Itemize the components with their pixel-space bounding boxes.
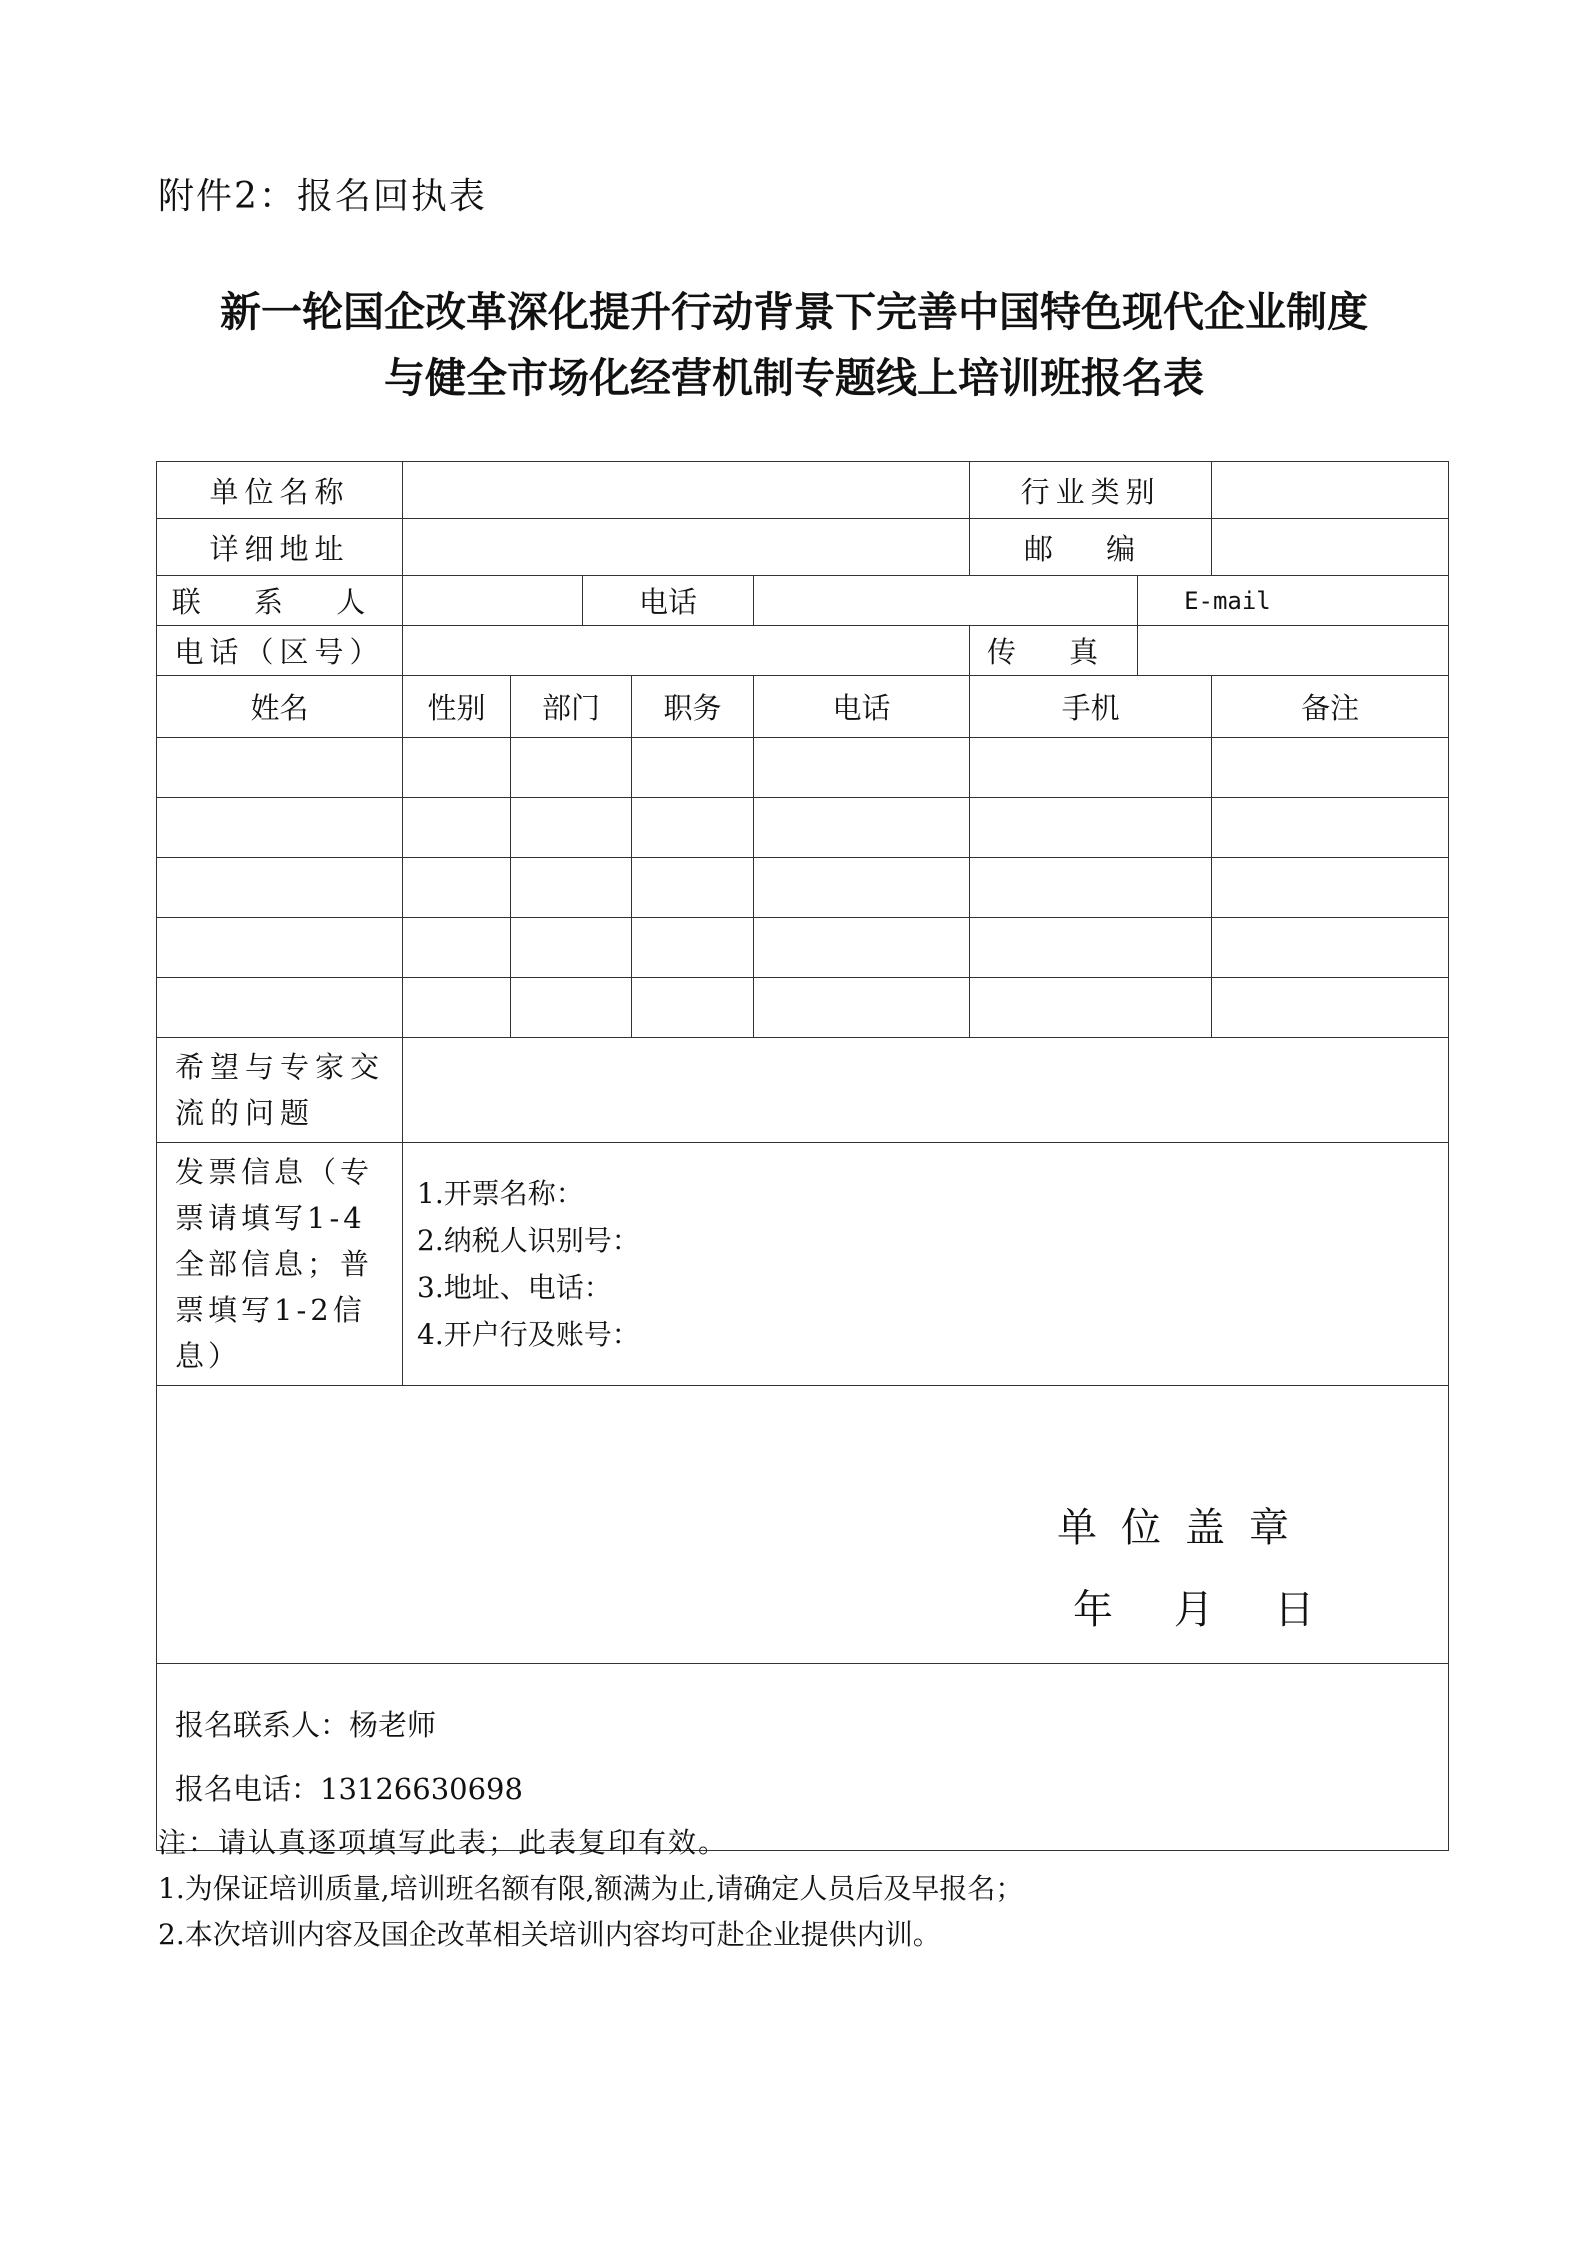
unit-name-field[interactable]	[403, 462, 970, 519]
invoice-item-2[interactable]: 2.纳税人识别号：	[417, 1224, 640, 1257]
col-name-header: 姓名	[157, 676, 403, 738]
attendee-phone-cell[interactable]	[754, 738, 970, 798]
unit-name-label: 单位名称	[157, 462, 403, 519]
contact-person-field[interactable]	[403, 576, 583, 626]
attendee-remark-cell[interactable]	[1212, 918, 1449, 978]
row-address	[157, 519, 1449, 576]
row-contact	[157, 576, 1449, 626]
attendee-phone-cell[interactable]	[754, 978, 970, 1038]
phone-area-label: 电话（区号）	[157, 626, 403, 676]
postcode-label: 邮 编	[970, 519, 1212, 576]
attendee-phone-cell[interactable]	[754, 798, 970, 858]
industry-label: 行业类别	[970, 462, 1212, 519]
attendee-mobile-cell[interactable]	[970, 858, 1212, 918]
attendee-dept-cell[interactable]	[511, 798, 632, 858]
stamp-date-label: 年 月 日	[1073, 1587, 1319, 1633]
note-intro: 注：请认真逐项填写此表；此表复印有效。	[158, 1826, 729, 1859]
row-area-fax	[157, 626, 1449, 676]
attendee-name-cell[interactable]	[157, 918, 403, 978]
address-field[interactable]	[403, 519, 970, 576]
attendee-row	[157, 858, 1449, 918]
attendee-mobile-cell[interactable]	[970, 918, 1212, 978]
attendee-gender-cell[interactable]	[403, 798, 511, 858]
col-gender-header: 性别	[403, 676, 511, 738]
attendee-position-cell[interactable]	[632, 798, 754, 858]
attendee-name-cell[interactable]	[157, 738, 403, 798]
col-remark-header: 备注	[1212, 676, 1449, 738]
attendee-phone-cell[interactable]	[754, 918, 970, 978]
row-invoice	[157, 1143, 1449, 1386]
attendee-name-cell[interactable]	[157, 858, 403, 918]
attendee-phone-cell[interactable]	[754, 858, 970, 918]
address-label: 详细地址	[157, 519, 403, 576]
attendee-remark-cell[interactable]	[1212, 858, 1449, 918]
attendee-position-cell[interactable]	[632, 978, 754, 1038]
registration-form-table	[156, 461, 1449, 1851]
fax-field[interactable]	[1138, 626, 1449, 676]
signup-phone: 报名电话：13126630698	[175, 1772, 523, 1806]
attendee-name-cell[interactable]	[157, 978, 403, 1038]
invoice-fields	[403, 1143, 1449, 1386]
attendee-remark-cell[interactable]	[1212, 738, 1449, 798]
questions-label: 希望与专家交流的问题	[157, 1038, 403, 1143]
row-unit	[157, 462, 1449, 519]
attendee-row	[157, 918, 1449, 978]
attendee-gender-cell[interactable]	[403, 978, 511, 1038]
attendee-dept-cell[interactable]	[511, 858, 632, 918]
col-position-header: 职务	[632, 676, 754, 738]
phone-area-field[interactable]	[403, 626, 970, 676]
form-title-line1: 新一轮国企改革深化提升行动背景下完善中国特色现代企业制度	[220, 288, 1368, 336]
col-dept-header: 部门	[511, 676, 632, 738]
phone-field[interactable]	[754, 576, 1138, 626]
attendee-row	[157, 978, 1449, 1038]
col-phone-header: 电话	[754, 676, 970, 738]
note-2: 2.本次培训内容及国企改革相关培训内容均可赴企业提供内训。	[158, 1918, 941, 1951]
questions-field[interactable]	[403, 1038, 1449, 1143]
attendee-header-row	[157, 676, 1449, 738]
unit-stamp-label: 单位盖章	[1057, 1505, 1313, 1551]
contact-person-label: 联 系 人	[157, 576, 403, 626]
attachment-label: 附件2：报名回执表	[158, 176, 487, 217]
col-mobile-header: 手机	[970, 676, 1212, 738]
invoice-item-3[interactable]: 3.地址、电话：	[417, 1271, 612, 1304]
row-questions	[157, 1038, 1449, 1143]
row-stamp	[157, 1386, 1449, 1664]
attendee-name-cell[interactable]	[157, 798, 403, 858]
attendee-dept-cell[interactable]	[511, 738, 632, 798]
form-title-line2: 与健全市场化经营机制专题线上培训班报名表	[384, 354, 1204, 402]
invoice-item-4[interactable]: 4.开户行及账号：	[417, 1318, 640, 1351]
email-label: E-mail	[1138, 576, 1449, 626]
phone-label: 电话	[583, 576, 754, 626]
attendee-position-cell[interactable]	[632, 738, 754, 798]
stamp-area	[157, 1386, 1449, 1664]
attendee-row	[157, 798, 1449, 858]
attendee-dept-cell[interactable]	[511, 918, 632, 978]
attendee-position-cell[interactable]	[632, 858, 754, 918]
attendee-position-cell[interactable]	[632, 918, 754, 978]
attendee-gender-cell[interactable]	[403, 918, 511, 978]
attendee-gender-cell[interactable]	[403, 738, 511, 798]
attendee-mobile-cell[interactable]	[970, 798, 1212, 858]
attendee-gender-cell[interactable]	[403, 858, 511, 918]
attendee-remark-cell[interactable]	[1212, 978, 1449, 1038]
fax-label: 传 真	[970, 626, 1138, 676]
attendee-row	[157, 738, 1449, 798]
signup-contact: 报名联系人：杨老师	[175, 1708, 437, 1742]
notes	[158, 1820, 1023, 1958]
note-1: 1.为保证培训质量,培训班名额有限,额满为止,请确定人员后及早报名；	[158, 1872, 1024, 1905]
attendee-mobile-cell[interactable]	[970, 978, 1212, 1038]
invoice-item-1[interactable]: 1.开票名称：	[417, 1177, 584, 1210]
attendee-mobile-cell[interactable]	[970, 738, 1212, 798]
invoice-label: 发票信息（专票请填写1-4全部信息；普票填写1-2信息）	[157, 1143, 403, 1386]
postcode-field[interactable]	[1212, 519, 1449, 576]
attendee-remark-cell[interactable]	[1212, 798, 1449, 858]
industry-field[interactable]	[1212, 462, 1449, 519]
attendee-dept-cell[interactable]	[511, 978, 632, 1038]
